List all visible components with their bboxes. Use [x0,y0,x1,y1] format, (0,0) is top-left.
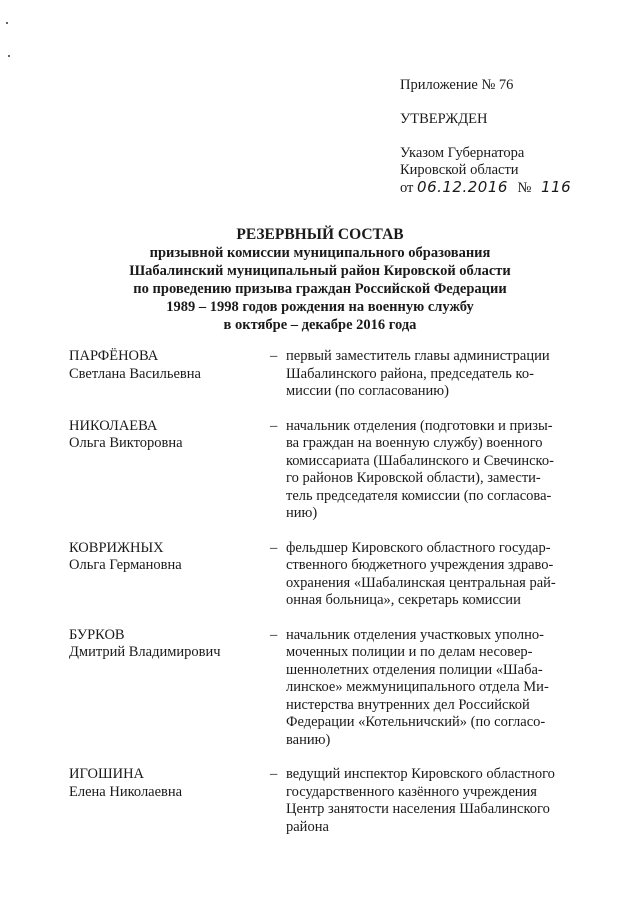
member-entry [69,766,569,836]
role-line: района [286,818,329,835]
member-role [286,540,569,610]
decree-date-line [400,179,571,197]
role-line: тель председателя комиссии (по согласова- [286,487,552,504]
role-line: фельдшер Кировского областного государ- [286,539,551,556]
role-line: го районов Кировской области), замести- [286,470,541,486]
role-line: начальник отделения (подготовки и призы- [286,417,553,434]
role-line: нию) [286,505,318,521]
member-person [69,540,270,610]
member-person [69,627,270,750]
member-surname: ИГОШИНА [69,766,145,782]
role-line: Федерации «Котельничский» (по согласо- [286,714,546,730]
handwritten-number: 116 [541,178,572,196]
role-line: нистерства внутренних дел Российской [286,696,530,713]
member-person [69,418,270,523]
title-line: в октябре – декабре 2016 года [223,317,417,333]
members-list [69,348,569,853]
role-line: первый заместитель главы администрации [286,348,550,364]
member-name: Ольга Викторовна [69,435,183,451]
role-line: линское» межмуниципального отдела Ми- [286,679,549,695]
member-surname: ПАРФЁНОВА [69,348,159,364]
title-main: РЕЗЕРВНЫЙ СОСТАВ [236,226,404,243]
title-line: 1989 – 1998 годов рождения на военную службу [166,299,474,315]
member-role [286,766,569,836]
member-dash: – [270,417,278,434]
decree-line-1: Указом Губернатора [400,145,525,161]
approval-block [400,77,571,197]
role-line: комиссариата (Шабалинского и Свечинско- [286,452,554,469]
member-dash: – [270,539,278,556]
member-name: Дмитрий Владимирович [69,644,221,660]
member-name: Елена Николаевна [69,783,183,800]
member-role [286,418,569,523]
member-dash: – [270,766,278,782]
role-line: онная больница», секретарь комиссии [286,592,521,608]
member-surname: БУРКОВ [69,626,125,643]
member-dash: – [270,626,278,643]
member-name: Ольга Германовна [69,557,182,573]
document-title [0,225,640,334]
role-line: ственного бюджетного учреждения здраво- [286,557,554,573]
member-person [69,766,270,836]
role-line: ведущий инспектор Кировского областного [286,766,555,782]
member-surname: КОВРИЖНЫХ [69,539,164,556]
number-label: № [517,180,532,196]
role-line: Центр занятости населения Шабалинского [286,801,550,817]
from-label: от [400,180,414,196]
member-name: Светлана Васильевна [69,365,201,382]
member-person [69,348,270,401]
title-line: по проведению призыва граждан Российской Федерации [133,281,507,297]
role-line: охранения «Шабалинская центральная рай- [286,574,556,591]
member-entry [69,418,569,523]
appendix-number: Приложение № 76 [400,77,514,93]
member-entry [69,627,569,750]
role-line: ванию) [286,731,331,748]
role-line: шеннолетних отделения полиции «Шаба- [286,661,543,678]
member-surname: НИКОЛАЕВА [69,417,158,434]
member-dash: – [270,348,278,364]
member-entry [69,540,569,610]
scan-speck [8,55,10,57]
handwritten-date: 06.12.2016 [417,178,508,196]
role-line: миссии (по согласованию) [286,383,449,399]
approved-label: УТВЕРЖДЕН [400,111,488,127]
title-line: Шабалинский муниципальный район Кировской области [129,263,511,279]
member-entry [69,348,569,401]
title-line: призывной комиссии муниципального образования [149,245,491,261]
member-role [286,348,569,401]
scan-speck [6,22,8,24]
role-line: государственного казённого учреждения [286,783,537,800]
member-role [286,627,569,750]
role-line: ва граждан на военную службу) военного [286,435,543,451]
role-line: Шабалинского района, председатель ко- [286,365,534,382]
decree-line-2: Кировской области [400,162,519,178]
role-line: начальник отделения участковых уполно- [286,626,544,643]
role-line: моченных полиции и по делам несовер- [286,644,533,660]
